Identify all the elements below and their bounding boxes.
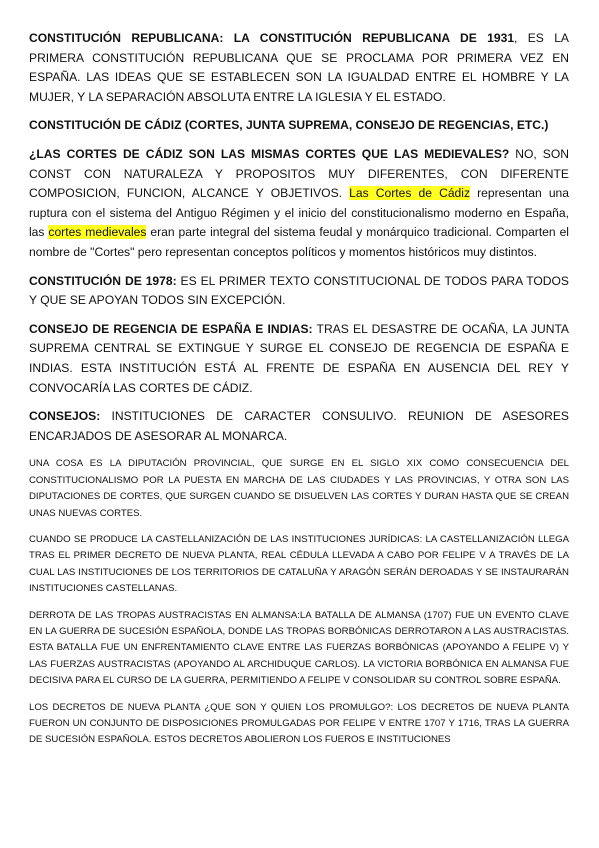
text-cortes-feudal: eran parte integral del sistema feudal y monárquico tradicional. Comparten el nombre de "Cortes" pero representan conceptos políticos y momentos históricos muy distintos.: [29, 225, 569, 259]
paragraph-castellanizacion: CUANDO SE PRODUCE LA CASTELLANIZACIÓN DE LAS INSTITUCIONES JURÍDICAS: LA CASTELLANIZACIÓN LLEGA TRAS EL PRIMER DECRETO DE NUEVA PLANTA, REAL CÉDULA LLEVADA A CABO POR FELIPE V A TRAVÉS DE LA CUAL LAS INSTITUCIONES DE LOS TERRITORIOS DE CATALUÑA Y ARAGÓN SERÁN DEROADAS Y SE INSTAURARÁN INSTITUCIONES CASTELLANAS.: [29, 533, 569, 595]
paragraph-almansa: DERROTA DE LAS TROPAS AUSTRACISTAS EN ALMANSA:LA BATALLA DE ALMANSA (1707) FUE UN EVENTO CLAVE EN LA GUERRA DE SUCESIÓN ESPAÑOLA, DONDE LAS TROPAS BORBÓNICAS DERROTARON A LAS AUSTRACISTAS. ESTA BATALLA FUE UN ENFRENTAMIENTO CLAVE ENTRE LAS FUERZAS BORBÓNICAS (APOYANDO A FELIPE V) Y LAS FUERZAS AUSTRACISTAS (APOYANDO AL ARCHIDUQUE CARLOS). LA VICTORIA BORBÓNICA EN ALMANSA FUE DECISIVA PARA EL CURSO DE LA GUERRA, PERMITIENDO A FELIPE V CONSOLIDAR SU CONTROL SOBRE ESPAÑA.: [29, 609, 569, 687]
heading-consejos: CONSEJOS:: [29, 409, 101, 424]
paragraph-nueva-planta: LOS DECRETOS DE NUEVA PLANTA ¿QUE SON Y QUIEN LOS PROMULGO?: LOS DECRETOS DE NUEVA PLANTA FUERON UN CONJUNTO DE DISPOSICIONES PROMULGADAS POR FELIPE V ENTRE 1707 Y 1716, TRAS LA GUERRA DE SUCESIÓN ESPAÑOLA. ESTOS DECRETOS ABOLIERON LOS FUEROS E INSTITUCIONES: [29, 701, 569, 746]
highlight-cortes-medievales: cortes medievales: [48, 225, 147, 240]
heading-constitucion-republicana: CONSTITUCIÓN REPUBLICANA: LA CONSTITUCIÓN REPUBLICANA DE 1931: [29, 31, 515, 45]
paragraph-cortes-cadiz: [29, 145, 569, 263]
paragraph-constitucion-republicana: [29, 29, 569, 107]
heading-cortes-cadiz-question: ¿LAS CORTES DE CÁDIZ SON LAS MISMAS CORTES QUE LAS MEDIEVALES?: [29, 146, 510, 161]
paragraph-constitucion-1978: [29, 272, 569, 311]
highlight-cortes-de-cadiz: Las Cortes de Cádiz: [349, 186, 471, 201]
heading-constitucion-cadiz: CONSTITUCIÓN DE CÁDIZ (CORTES, JUNTA SUPREMA, CONSEJO DE REGENCIAS, ETC.): [29, 118, 549, 133]
paragraph-diputacion: UNA COSA ES LA DIPUTACIÓN PROVINCIAL, QUE SURGE EN EL SIGLO XIX COMO CONSECUENCIA DEL CONSTITUCIONALISMO POR LA PUESTA EN MARCHA DE LAS CIUDADES Y LAS PROVINCIAS, Y OTRA SON LAS DIPUTACIONES DE CORTES, QUE SURGEN CUANDO SE DISUELVEN LAS CORTES Y DURAN HASTA QUE SE CREAN UNAS NUEVAS CORTES.: [29, 458, 569, 519]
heading-constitucion-1978: CONSTITUCIÓN DE 1978:: [29, 273, 177, 288]
paragraph-consejos: [29, 407, 569, 446]
text-consejo-regencia: TRAS EL DESASTRE DE OCAÑA, LA JUNTA SUPREMA CENTRAL SE EXTINGUE Y SURGE EL CONSEJO DE REGENCIA DE ESPAÑA E INDIAS. ESTA INSTITUCIÓN ESTÁ AL FRENTE DE ESPAÑA EN AUSENCIA DEL REY Y CONVOCARÍA LAS CORTES DE CÁDIZ.: [29, 321, 570, 395]
text-constitucion-1978: ES EL PRIMER TEXTO CONSTITUCIONAL DE TODOS PARA TODOS Y QUE SE APOYAN TODOS SIN EXCEPCIÓN.: [29, 273, 569, 308]
text-cortes-answer: NO, SON CONST CON NATURALEZA Y PROPOSITOS MUY DIFERENTES, CON DIFERENTE COMPOSICION, FUNCION, ALCANCE Y OBJETIVOS.: [29, 146, 569, 201]
text-cortes-ruptura: representan una ruptura con el sistema del Antiguo Régimen y el inicio del constitucionalismo moderno en España, las: [29, 186, 569, 240]
paragraph-consejo-regencia: [29, 320, 569, 398]
heading-consejo-regencia: CONSEJO DE REGENCIA DE ESPAÑA E INDIAS:: [29, 321, 313, 336]
text-constitucion-republicana: , ES LA PRIMERA CONSTITUCIÓN REPUBLICANA QUE SE PROCLAMA POR PRIMERA VEZ EN ESPAÑA. LAS IDEAS QUE SE ESTABLECEN SON LA IGUALDAD ENTRE EL HOMBRE Y LA MUJER, Y LA SEPARACIÓN ABSOLUTA ENTRE LA IGLESIA Y EL ESTADO.: [29, 31, 569, 104]
document-page: [29, 29, 569, 749]
paragraph-constitucion-cadiz: [29, 116, 569, 136]
text-consejos: INSTITUCIONES DE CARACTER CONSULIVO. REUNION DE ASESORES ENCARJADOS DE ASESORAR AL MONARCA.: [29, 409, 569, 443]
